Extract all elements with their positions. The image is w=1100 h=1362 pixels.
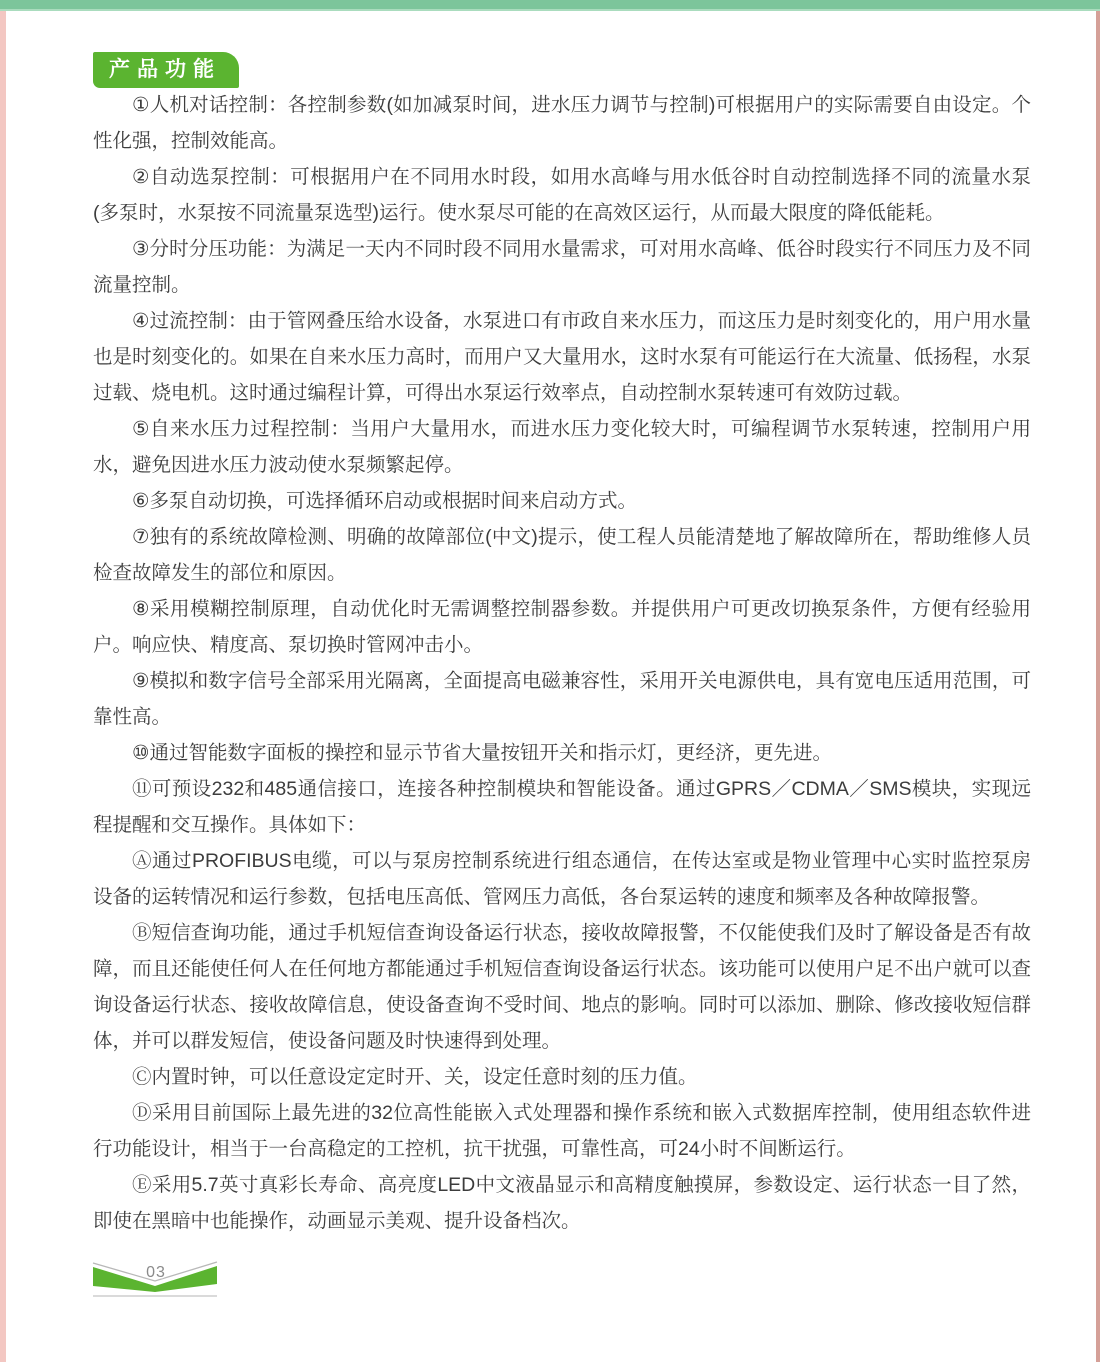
paragraph-a: Ⓐ通过PROFIBUS电缆，可以与泵房控制系统进行组态通信，在传达室或是物业管理中心实时监控泵房设备的运转情况和运行参数，包括电压高低、管网压力高低，各台泵运转的速度和频率及各种故障报警。 — [93, 850, 1031, 908]
paragraph-b: Ⓑ短信查询功能，通过手机短信查询设备运行状态，接收故障报警，不仅能使我们及时了解设备是否有故障，而且还能使任何人在任何地方都能通过手机短信查询设备运行状态。该功能可以使用户足不出户就可以查询设备运行状态、接收故障信息，使设备查询不受时间、地点的影响。同时可以添加、删除、修改接收短信群体，并可以群发短信，使设备问题及时快速得到处理。 — [93, 922, 1031, 1052]
paragraph-1: ①人机对话控制：各控制参数(如加减泵时间，进水压力调节与控制)可根据用户的实际需要自由设定。个性化强，控制效能高。 — [93, 94, 1031, 152]
paragraph-8: ⑧采用模糊控制原理，自动优化时无需调整控制器参数。并提供用户可更改切换泵条件，方便有经验用户。响应快、精度高、泵切换时管网冲击小。 — [93, 598, 1031, 656]
body-text — [93, 87, 1031, 1239]
page-number-ribbon-icon — [92, 1260, 218, 1298]
left-border — [0, 11, 6, 1362]
paragraph-d: Ⓓ采用目前国际上最先进的32位高性能嵌入式处理器和操作系统和嵌入式数据库控制，使用组态软件进行功能设计，相当于一台高稳定的工控机，抗干扰强，可靠性高，可24小时不间断运行。 — [93, 1102, 1031, 1160]
paragraph-10: ⑩通过智能数字面板的操控和显示节省大量按钮开关和指示灯，更经济，更先进。 — [132, 742, 832, 764]
paragraph-9: ⑨模拟和数字信号全部采用光隔离，全面提高电磁兼容性，采用开关电源供电，具有宽电压适用范围，可靠性高。 — [93, 670, 1031, 728]
page-footer — [92, 1260, 218, 1298]
paragraph-3: ③分时分压功能：为满足一天内不同时段不同用水量需求，可对用水高峰、低谷时段实行不同压力及不同流量控制。 — [93, 238, 1031, 296]
paragraph-6: ⑥多泵自动切换，可选择循环启动或根据时间来启动方式。 — [132, 490, 637, 512]
top-border-bar — [0, 0, 1100, 11]
paragraph-5: ⑤自来水压力过程控制：当用户大量用水，而进水压力变化较大时，可编程调节水泵转速，控制用户用水，避免因进水压力波动使水泵频繁起停。 — [93, 418, 1031, 476]
paragraph-c: Ⓒ内置时钟，可以任意设定定时开、关，设定任意时刻的压力值。 — [132, 1066, 698, 1088]
paragraph-11: ⑪可预设232和485通信接口，连接各种控制模块和智能设备。通过GPRS／CDMA／SMS模块，实现远程提醒和交互操作。具体如下： — [93, 778, 1031, 836]
right-border — [1096, 11, 1100, 1362]
paragraph-4: ④过流控制：由于管网叠压给水设备，水泵进口有市政自来水压力，而这压力是时刻变化的，用户用水量也是时刻变化的。如果在自来水压力高时，而用户又大量用水，这时水泵有可能运行在大流量、低扬程，水泵过载、烧电机。这时通过编程计算，可得出水泵运行效率点，自动控制水泵转速可有效防过载。 — [93, 310, 1031, 404]
section-title-badge — [93, 52, 239, 88]
paragraph-2: ②自动选泵控制：可根据用户在不同用水时段，如用水高峰与用水低谷时自动控制选择不同的流量水泵(多泵时，水泵按不同流量泵选型)运行。使水泵尽可能的在高效区运行，从而最大限度的降低能耗。 — [93, 166, 1031, 224]
section-title-label: 产品功能 — [109, 58, 221, 81]
paragraph-e: Ⓔ采用5.7英寸真彩长寿命、高亮度LED中文液晶显示和高精度触摸屏，参数设定、运行状态一目了然，即使在黑暗中也能操作，动画显示美观、提升设备档次。 — [93, 1174, 1031, 1232]
paragraph-7: ⑦独有的系统故障检测、明确的故障部位(中文)提示，使工程人员能清楚地了解故障所在，帮助维修人员检查故障发生的部位和原因。 — [93, 526, 1031, 584]
page-number: 03 — [146, 1264, 166, 1281]
